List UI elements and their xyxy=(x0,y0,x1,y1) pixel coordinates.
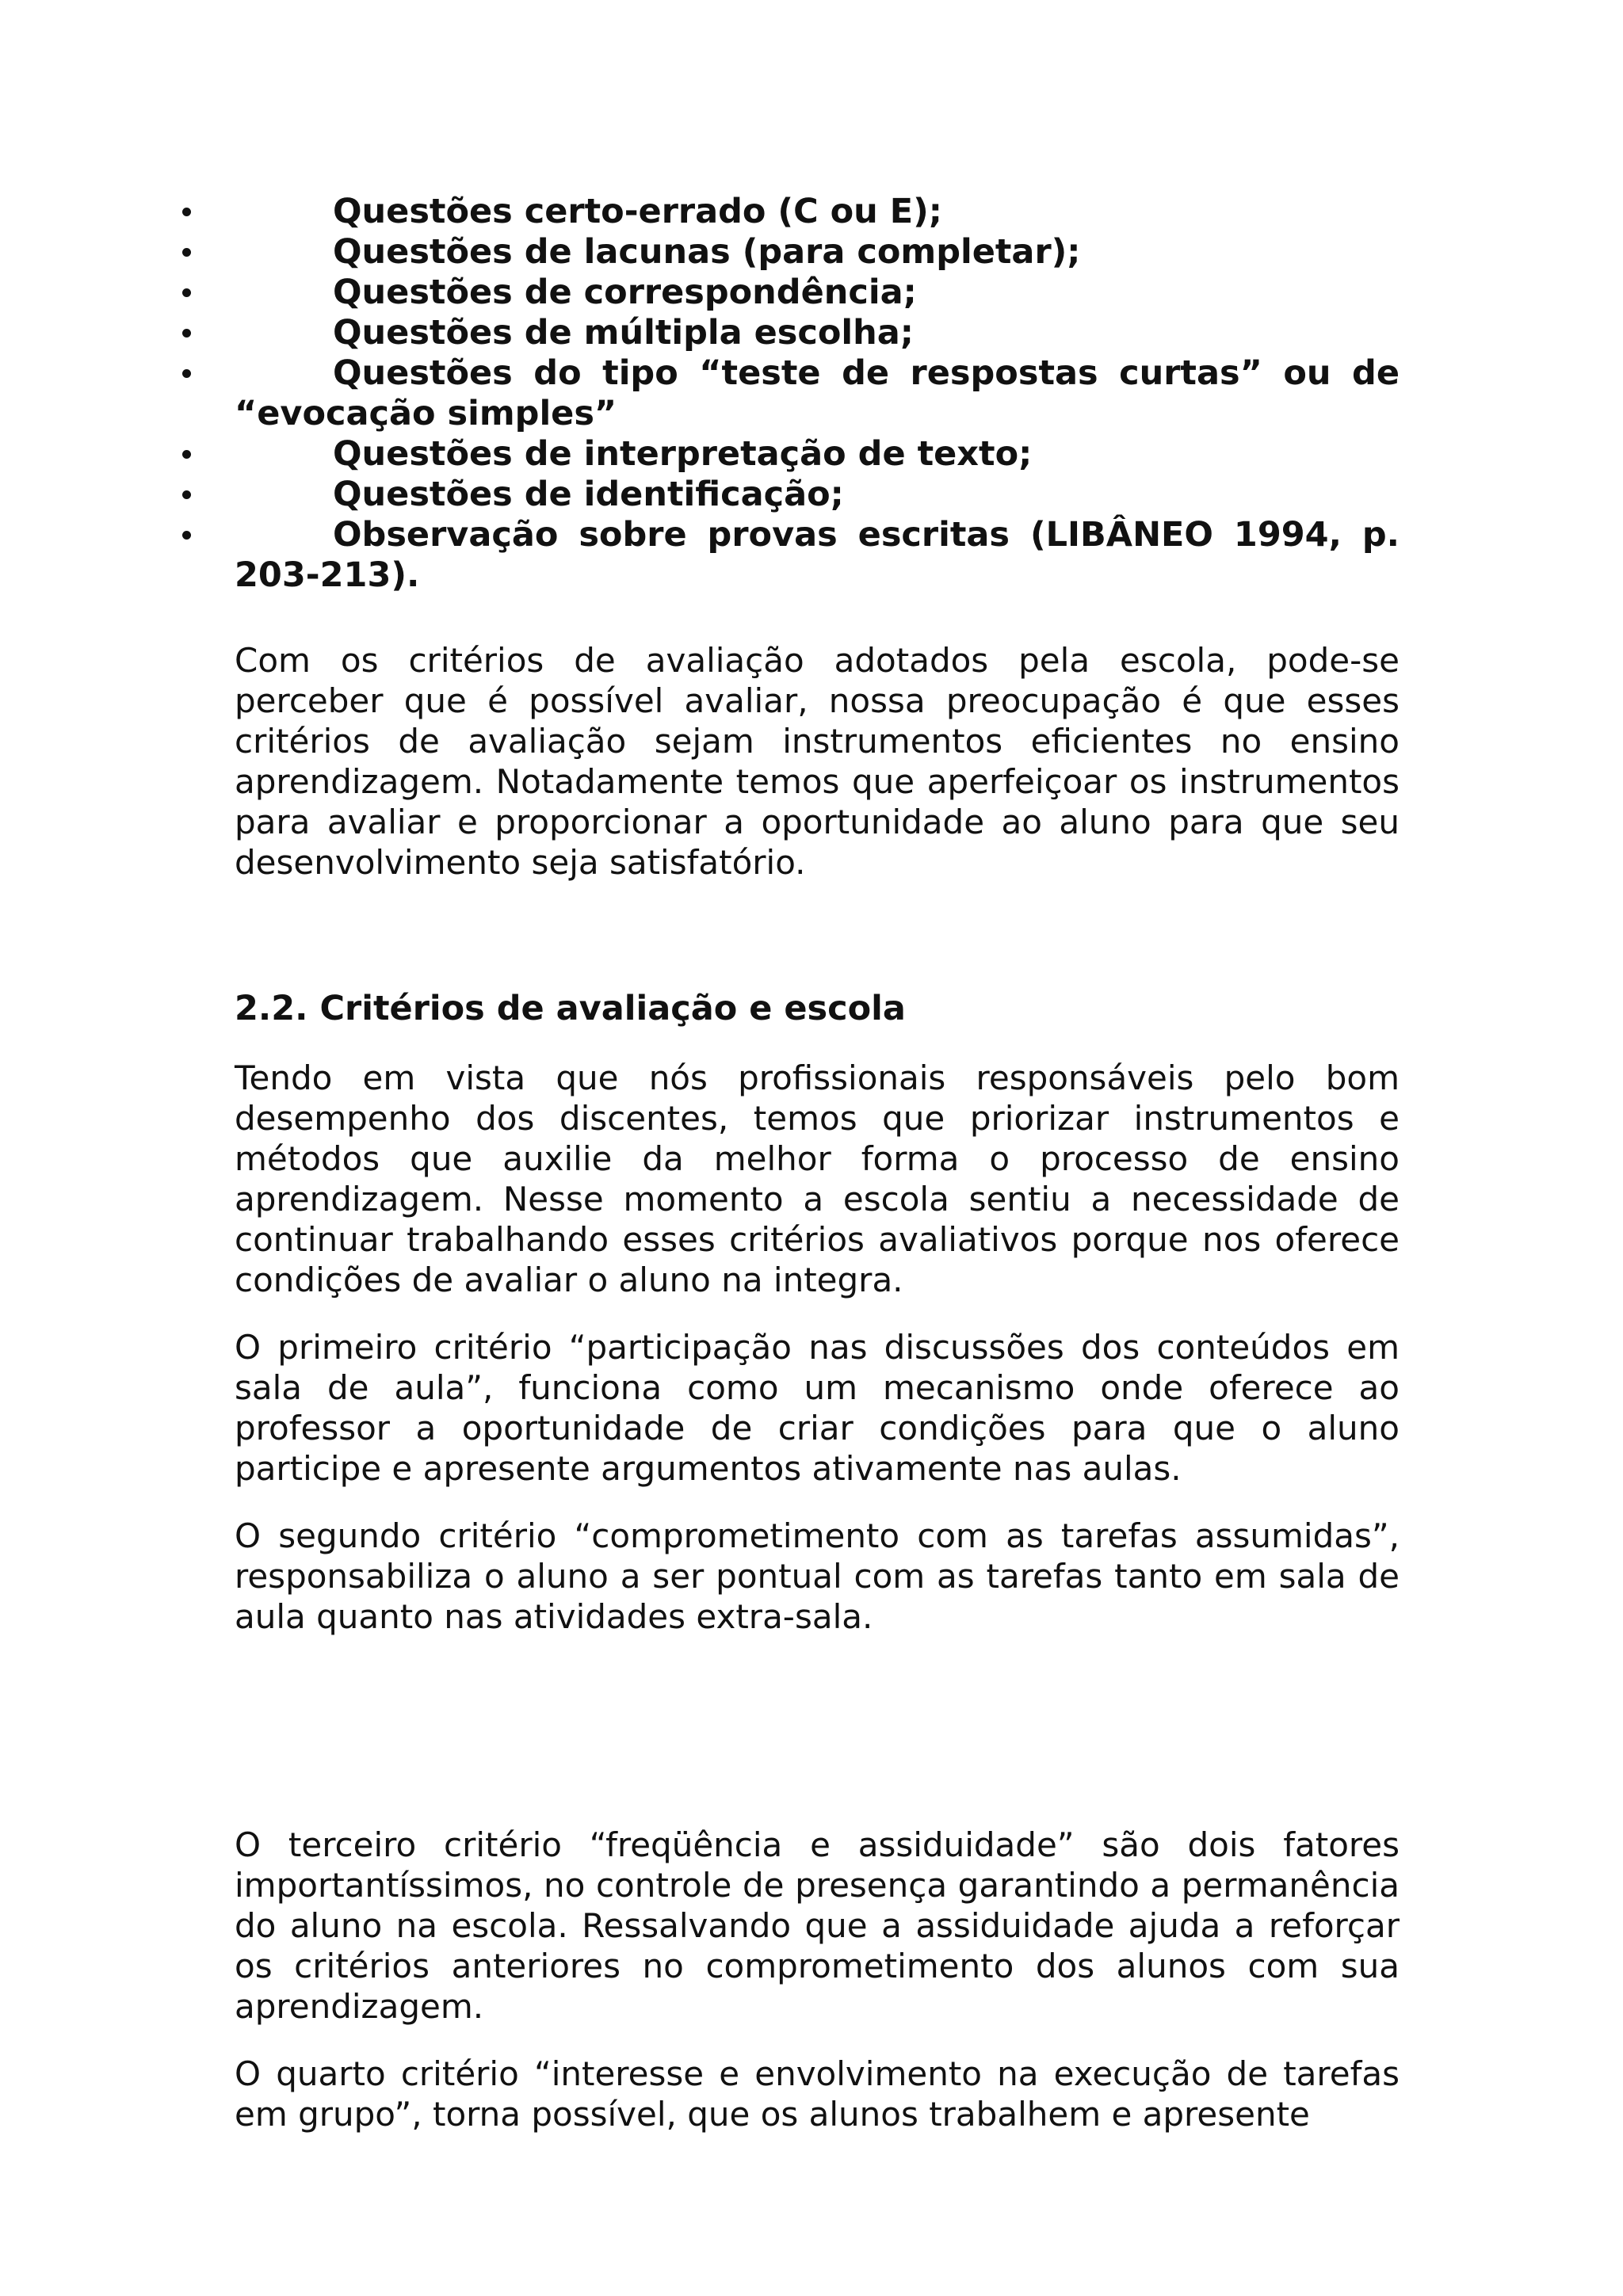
bullet-icon xyxy=(182,288,191,297)
paragraph-evaluation-criteria: Com os critérios de avaliação adotados pela escola, pode-se perceber que é possível avaliar, nossa preocupação é que esses critérios de avaliação sejam instrumentos eficientes no ensino aprendizagem. Notadamente temos que aperfeiçoar os instrumentos para avaliar e proporcionar a oportunidade ao aluno para que seu desenvolvimento seja satisfatório. xyxy=(235,641,1400,882)
list-item xyxy=(235,192,1400,232)
bullet-icon xyxy=(182,329,191,338)
paragraph-third-criterion: O terceiro critério “freqüência e assiduidade” são dois fatores importantíssimos, no controle de presença garantindo a permanência do aluno na escola. Ressalvando que a assiduidade ajuda a reforçar os critérios anteriores no comprometimento dos alunos com sua aprendizagem. xyxy=(235,1825,1400,2026)
bullet-icon xyxy=(182,208,191,216)
bullet-icon xyxy=(182,369,191,378)
section-heading: 2.2. Critérios de avaliação e escola xyxy=(235,989,906,1028)
list-item-text: Questões de interpretação de texto; xyxy=(333,434,1033,474)
list-item-text: Questões de lacunas (para completar); xyxy=(333,232,1081,272)
bullet-icon xyxy=(182,450,191,459)
paragraph-fourth-criterion: O quarto critério “interesse e envolvimento na execução de tarefas em grupo”, torna possível, que os alunos trabalhem e apresente xyxy=(235,2054,1400,2134)
bullet-icon xyxy=(182,490,191,499)
list-item xyxy=(235,353,1400,434)
list-item xyxy=(235,475,1400,515)
assessment-question-types-list xyxy=(235,192,1400,596)
list-item-text: Questões do tipo “teste de respostas curtas” ou de “evocação simples” xyxy=(235,353,1400,433)
bullet-icon xyxy=(182,248,191,257)
list-item-text: Questões certo-errado (C ou E); xyxy=(333,192,942,231)
list-item xyxy=(235,515,1400,596)
paragraph-professionals: Tendo em vista que nós profissionais responsáveis pelo bom desempenho dos discentes, temos que priorizar instrumentos e métodos que auxilie da melhor forma o processo de ensino aprendizagem. Nesse momento a escola sentiu a necessidade de continuar trabalhando esses critérios avaliativos porque nos oferece condições de avaliar o aluno na integra. xyxy=(235,1058,1400,1299)
paragraph-second-criterion: O segundo critério “comprometimento com as tarefas assumidas”, responsabiliza o aluno a ser pontual com as tarefas tanto em sala de aula quanto nas atividades extra-sala. xyxy=(235,1516,1400,1636)
list-item-text: Questões de correspondência; xyxy=(333,273,917,312)
list-item xyxy=(235,232,1400,273)
list-item xyxy=(235,434,1400,475)
list-item xyxy=(235,313,1400,353)
list-item-text: Questões de identificação; xyxy=(333,475,844,514)
list-item-text: Observação sobre provas escritas (LIBÂNEO 1994, p. 203-213). xyxy=(235,515,1400,595)
list-item xyxy=(235,273,1400,313)
bullet-icon xyxy=(182,531,191,540)
page-content xyxy=(235,192,1400,2134)
paragraph-first-criterion: O primeiro critério “participação nas discussões dos conteúdos em sala de aula”, funciona como um mecanismo onde oferece ao professor a oportunidade de criar condições para que o aluno participe e apresente argumentos ativamente nas aulas. xyxy=(235,1328,1400,1488)
list-item-text: Questões de múltipla escolha; xyxy=(333,313,914,353)
